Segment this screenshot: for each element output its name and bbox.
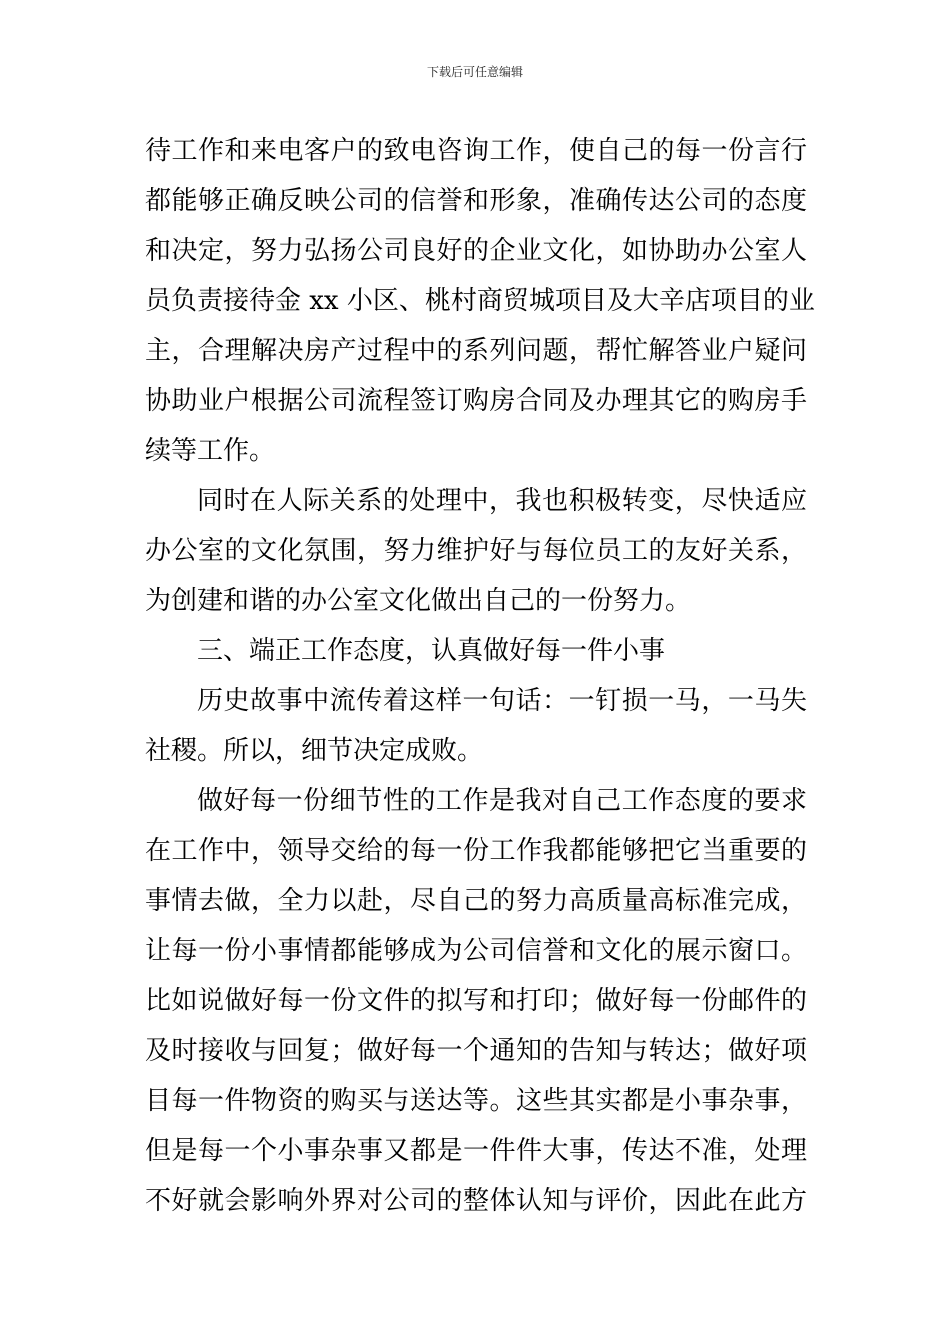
text-line: 不好就会影响外界对公司的整体认知与评价，因此在此方 — [145, 1186, 807, 1216]
text-line: 办公室的文化氛围，努力维护好与每位员工的友好关系， — [145, 536, 807, 566]
text-line: 主，合理解决房产过程中的系列问题，帮忙解答业户疑问 — [145, 336, 807, 366]
text-line: 目每一件物资的购买与送达等。这些其实都是小事杂事， — [145, 1086, 807, 1116]
page-header: 下载后可任意编辑 — [426, 65, 523, 79]
text-line: 员负责接待金 xx 小区、桃村商贸城项目及大辛店项目的业 — [145, 286, 815, 316]
paragraph-start: 历史故事中流传着这样一句话：一钉损一马，一马失 — [197, 686, 807, 716]
text-line: 为创建和谐的办公室文化做出自己的一份努力。 — [145, 586, 692, 616]
text-line: 比如说做好每一份文件的拟写和打印；做好每一份邮件的 — [145, 986, 807, 1016]
text-line: 协助业户根据公司流程签订购房合同及办理其它的购房手 — [145, 386, 807, 416]
text-line: 在工作中，领导交给的每一份工作我都能够把它当重要的 — [145, 836, 807, 866]
text-line: 社稷。所以，细节决定成败。 — [145, 736, 484, 766]
text-line: 但是每一个小事杂事又都是一件件大事，传达不准，处理 — [145, 1136, 807, 1166]
paragraph-start: 同时在人际关系的处理中，我也积极转变，尽快适应 — [197, 486, 807, 516]
text-line: 续等工作。 — [145, 436, 276, 466]
text-line: 让每一份小事情都能够成为公司信誉和文化的展示窗口。 — [145, 936, 807, 966]
text-line: 待工作和来电客户的致电咨询工作，使自己的每一份言行 — [145, 136, 807, 166]
text-line: 都能够正确反映公司的信誉和形象，准确传达公司的态度 — [145, 186, 807, 216]
text-line: 和决定，努力弘扬公司良好的企业文化，如协助办公室人 — [145, 236, 807, 266]
document-body — [145, 126, 815, 1226]
text-line: 事情去做，全力以赴，尽自己的努力高质量高标准完成， — [145, 886, 807, 916]
paragraph-start: 做好每一份细节性的工作是我对自己工作态度的要求 — [197, 786, 807, 816]
text-line: 及时接收与回复；做好每一个通知的告知与转达；做好项 — [145, 1036, 807, 1066]
section-heading: 三、端正工作态度，认真做好每一件小事 — [197, 636, 666, 666]
